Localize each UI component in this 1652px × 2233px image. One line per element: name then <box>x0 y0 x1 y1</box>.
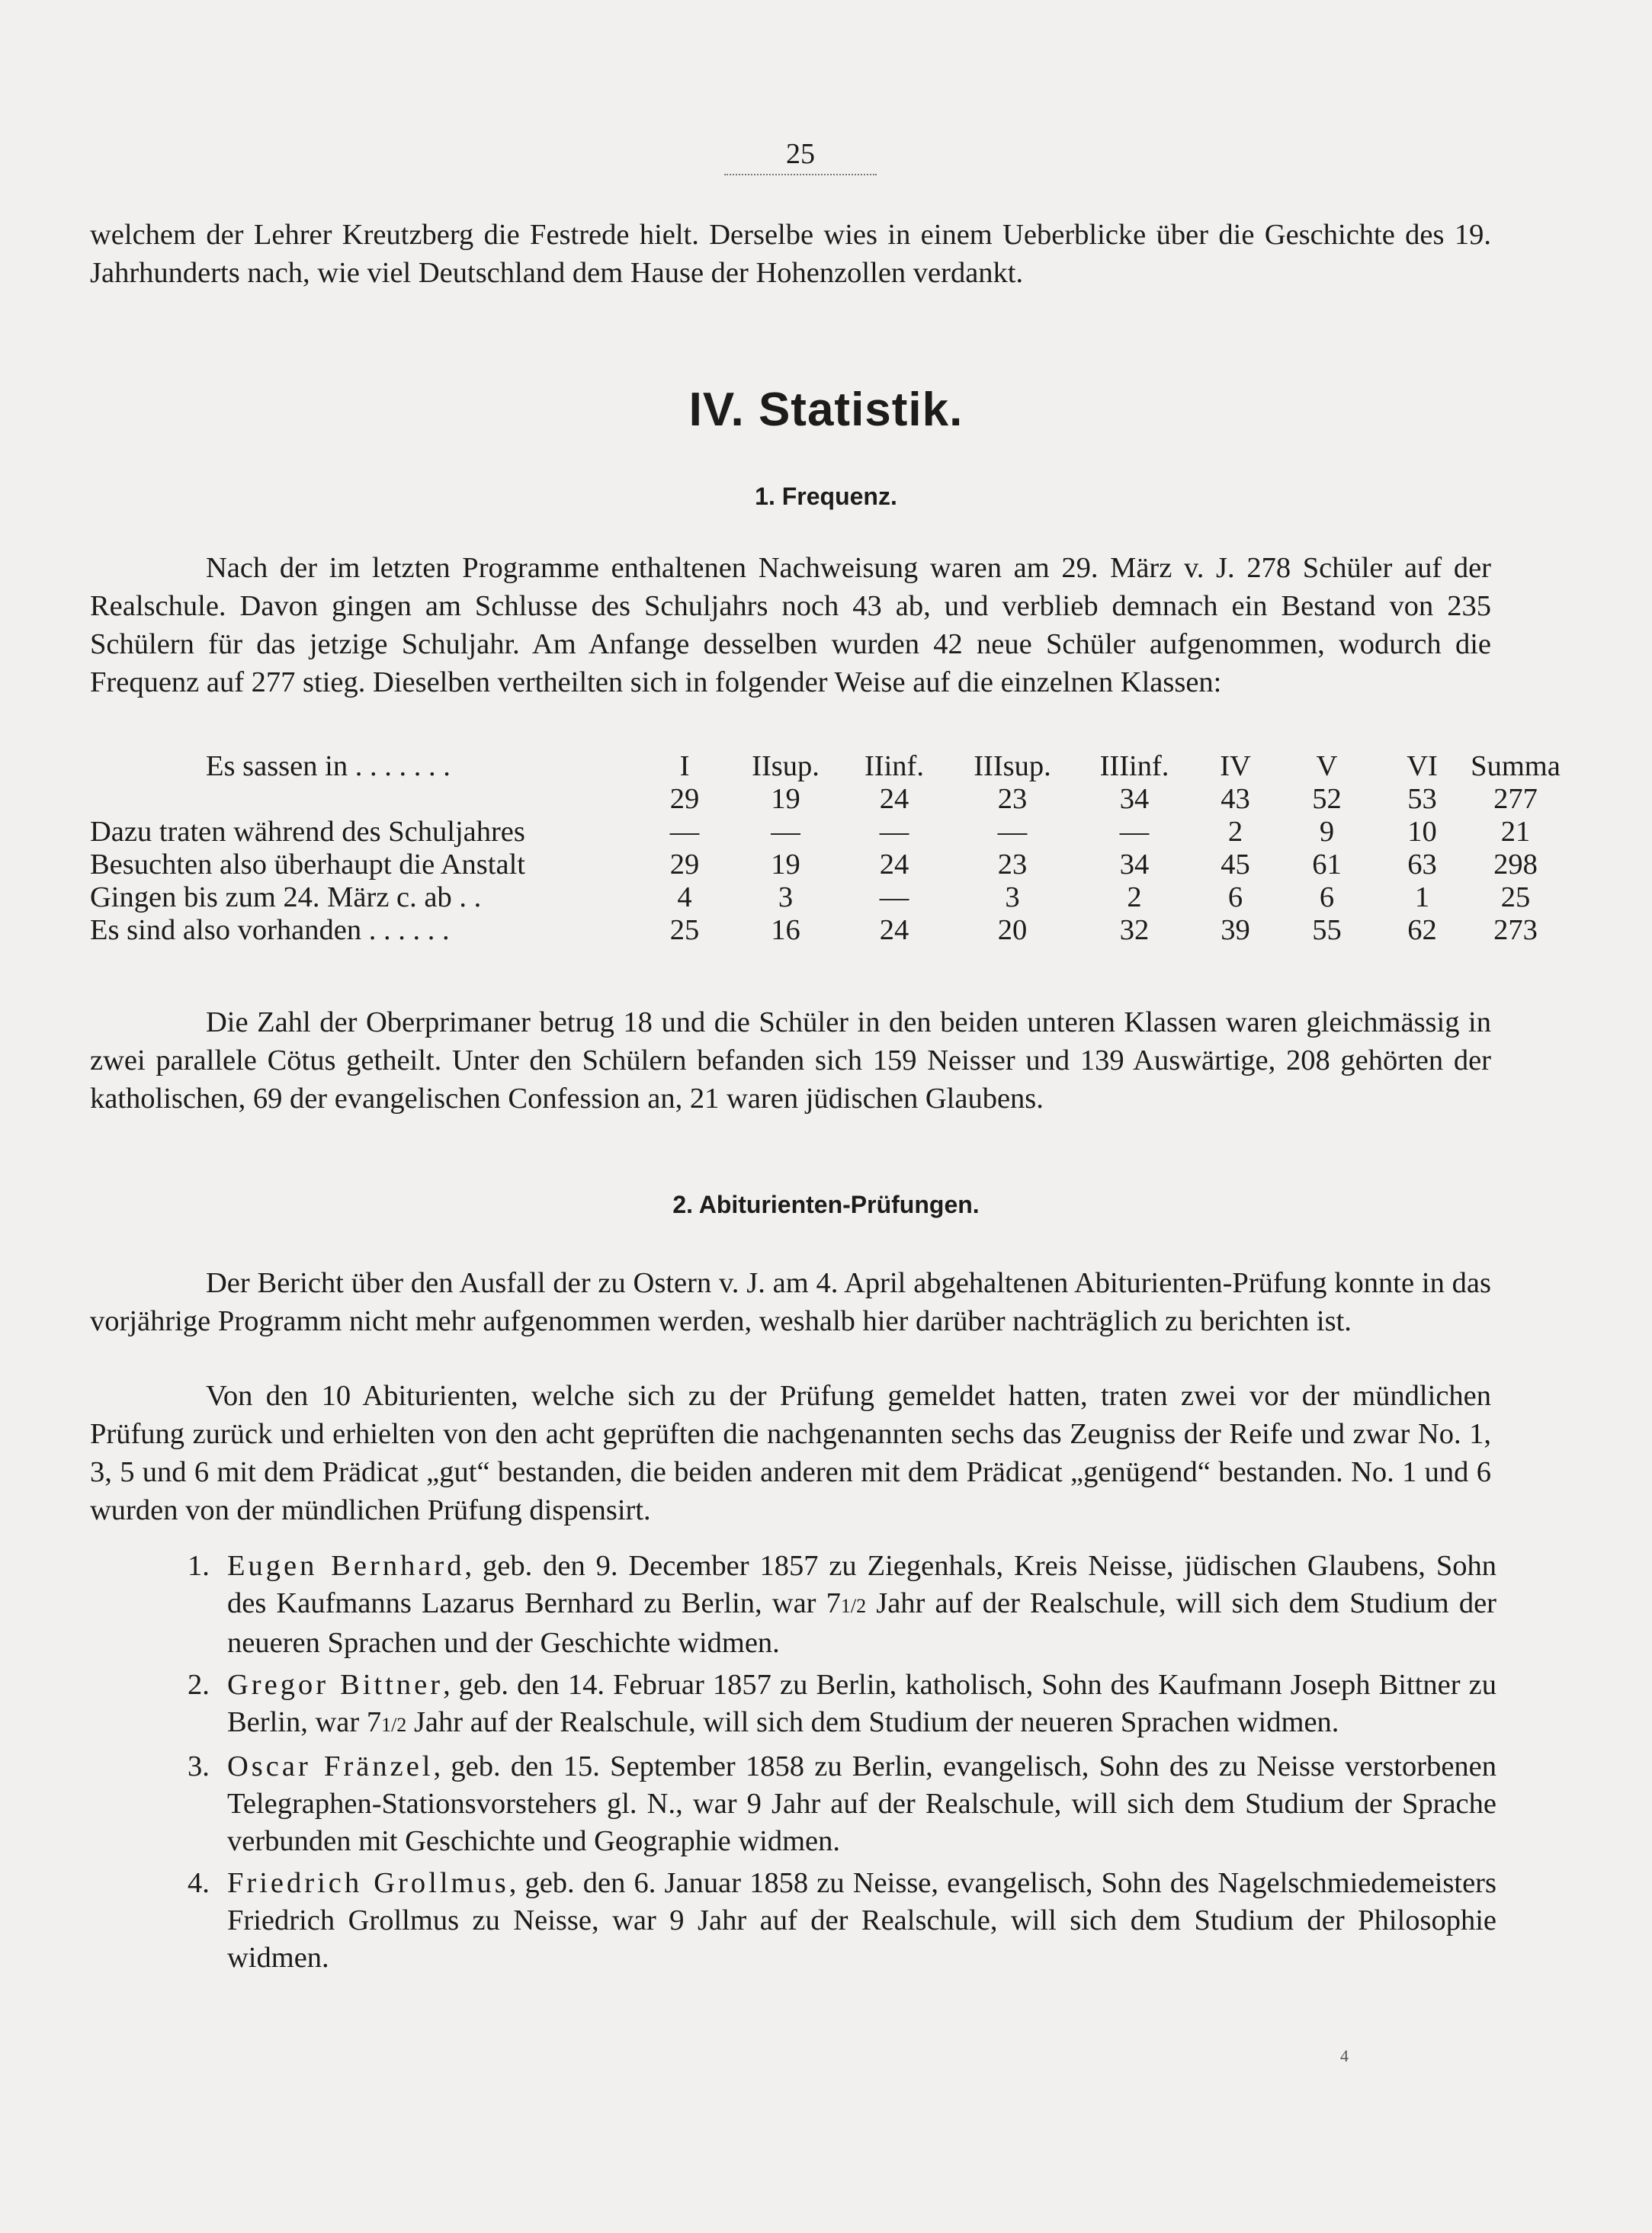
student-name: Eugen Bernhard <box>227 1550 465 1582</box>
table-cell: 19 <box>771 849 800 881</box>
table-cell: 6 <box>1227 881 1243 913</box>
column-header: IIIsup. <box>974 750 1051 782</box>
table-cell: 24 <box>879 914 909 946</box>
table-cell: — <box>879 816 909 848</box>
list-item-number: 1. <box>188 1550 210 1582</box>
table-cell: 43 <box>1221 783 1250 815</box>
frequenz-paragraph: Nach der im letzten Programme enthaltenen Nachweisung waren am 29. März v. J. 278 Schüler auf der Realschule. Davon gingen am Schlusse des Schuljahrs noch 43 ab, und verblieb demnach ein Bestand von 235 Schülern für das jetzige Schuljahr. Am Anfange desselben wurden 42 neue Schüler aufgenommen, wodurch die Frequenz auf 277 stieg. Dieselben vertheilten sich in folgender Weise auf die einzelnen Klassen: <box>90 552 1491 698</box>
column-header: IIinf. <box>864 750 925 782</box>
column-header: V <box>1316 750 1338 782</box>
student-list <box>90 1548 1496 1981</box>
table-cell: — <box>669 816 700 848</box>
column-header: IIsup. <box>752 750 820 782</box>
table-cell: 3 <box>778 881 794 913</box>
table-cell: 23 <box>997 849 1028 881</box>
frequency-table <box>90 749 1561 946</box>
student-text-continued: Jahr auf der Realschule, will sich dem Studium der neueren Sprachen und der Geschichte widmen. <box>227 1587 1496 1659</box>
table-cell: 53 <box>1407 783 1437 815</box>
table-cell: — <box>997 816 1028 848</box>
table-cell: 24 <box>879 783 909 815</box>
column-header: I <box>679 750 690 782</box>
table-cell: 62 <box>1407 914 1437 946</box>
table-row <box>90 815 1531 848</box>
table-cell: 61 <box>1312 849 1342 881</box>
subsection-frequenz-heading: 1. Frequenz. <box>755 483 897 510</box>
stray-mark: 4 <box>1340 2046 1349 2065</box>
bericht-paragraph: Der Bericht über den Ausfall der zu Ostern v. J. am 4. April abgehaltenen Abiturienten-Prüfung konnte in das vorjährige Programm nicht mehr aufgenommen werden, weshalb hier darüber nachträglich zu berichten ist. <box>90 1267 1491 1337</box>
table-cell: 2 <box>1227 816 1243 848</box>
table-cell: 63 <box>1407 849 1437 881</box>
table-row <box>90 913 1538 946</box>
subsection-abiturienten-heading: 2. Abiturienten-Prüfungen. <box>672 1191 980 1218</box>
list-item <box>90 1548 1496 1662</box>
column-header: Summa <box>1471 750 1561 782</box>
row-label: Dazu traten während des Schuljahres <box>90 816 525 848</box>
table-cell: 20 <box>997 914 1028 946</box>
abiturienten-paragraph: Von den 10 Abiturienten, welche sich zu der Prüfung gemeldet hatten, traten zwei vor der mündlichen Prüfung zurück und erhielten von den acht geprüften die nachgenannten sechs das Zeugniss der Reife und zwar No. 1, 3, 5 und 6 mit dem Prädicat „gut“ bestanden, die beiden anderen mit dem Prädicat „genügend“ bestanden. No. 1 und 6 wurden von der mündlichen Prüfung dispensirt. <box>90 1380 1491 1526</box>
fraction: 1/2 <box>840 1595 867 1617</box>
list-item-number: 3. <box>188 1750 210 1782</box>
table-cell: 10 <box>1407 816 1437 848</box>
list-item-number: 2. <box>188 1669 210 1701</box>
table-cell: 1 <box>1414 881 1430 913</box>
fraction: 1/2 <box>381 1714 407 1736</box>
table-cell: 23 <box>997 783 1028 815</box>
page-number-rule <box>724 174 877 175</box>
table-cell: 9 <box>1319 816 1335 848</box>
table-cell: 29 <box>669 783 700 815</box>
table-cell: — <box>879 881 909 913</box>
table-cell: 24 <box>879 849 909 881</box>
table-cell: 52 <box>1312 783 1342 815</box>
after-table-paragraph: Die Zahl der Oberprimaner betrug 18 und die Schüler in den beiden unteren Klassen waren gleichmässig in zwei parallele Cötus getheilt. Unter den Schülern befanden sich 159 Neisser und 139 Auswärtige, 208 gehörten der katholischen, 69 der evangelischen Confession an, 21 waren jüdischen Glaubens. <box>90 1006 1491 1115</box>
column-header: VI <box>1407 750 1438 782</box>
table-cell: 45 <box>1221 849 1250 881</box>
row-label: Gingen bis zum 24. März c. ab . . <box>90 881 482 913</box>
table-cell: 3 <box>1005 881 1020 913</box>
student-text: , geb. den 9. December 1857 zu Ziegenhals, Kreis Neisse, jüdischen Glaubens, Sohn des Kaufmanns Lazarus Bernhard zu Berlin, war 7 <box>227 1550 1496 1619</box>
student-text: , geb. den 14. Februar 1857 zu Berlin, katholisch, Sohn des Kaufmann Joseph Bittner zu Berlin, war 7 <box>227 1669 1496 1738</box>
table-cell: 2 <box>1127 881 1142 913</box>
table-row <box>90 881 1531 913</box>
list-item <box>90 1748 1496 1860</box>
list-item <box>90 1865 1496 1977</box>
student-text: , geb. den 6. Januar 1858 zu Neisse, evangelisch, Sohn des Nagelschmiedemeisters Friedrich Grollmus zu Neisse, war 9 Jahr auf der Realschule, will sich dem Studium der Philosophie widmen. <box>227 1867 1496 1974</box>
row-label: Es sind also vorhanden . . . . . . <box>90 914 450 946</box>
table-cell: 32 <box>1119 914 1150 946</box>
table-cell: 25 <box>1500 881 1531 913</box>
table-row <box>90 782 1538 815</box>
table-cell: 55 <box>1312 914 1342 946</box>
student-text-continued: Jahr auf der Realschule, will sich dem Studium der neueren Sprachen widmen. <box>406 1706 1339 1738</box>
table-cell: 25 <box>669 914 700 946</box>
table-cell: 298 <box>1493 849 1538 881</box>
table-cell: 273 <box>1493 914 1538 946</box>
student-name: Oscar Fränzel <box>227 1750 434 1782</box>
row-label: Besuchten also überhaupt die Anstalt <box>90 849 525 881</box>
table-cell: 277 <box>1493 783 1538 815</box>
intro-paragraph: welchem der Lehrer Kreutzberg die Festrede hielt. Derselbe wies in einem Ueberblicke über die Geschichte des 19. Jahrhunderts nach, wie viel Deutschland dem Hause der Hohenzollen verdankt. <box>90 219 1491 289</box>
list-item <box>90 1667 1496 1744</box>
student-name: Gregor Bittner <box>227 1669 444 1701</box>
table-cell: 6 <box>1319 881 1335 913</box>
section-heading: IV. Statistik. <box>688 383 964 436</box>
table-cell: 4 <box>677 881 692 913</box>
table-cell: 16 <box>771 914 800 946</box>
table-cell: 19 <box>771 783 800 815</box>
table-cell: — <box>1119 816 1150 848</box>
list-item-number: 4. <box>188 1867 210 1899</box>
page-number: 25 <box>786 138 815 170</box>
table-cell: 29 <box>669 849 700 881</box>
table-cell: 34 <box>1119 783 1150 815</box>
table-cell: 34 <box>1119 849 1150 881</box>
column-header: IV <box>1220 750 1251 782</box>
table-header-row <box>90 749 1561 782</box>
table-row <box>90 848 1538 881</box>
table-header-label: Es sassen in . . . . . . . <box>206 750 451 782</box>
column-header: IIIinf. <box>1099 750 1169 782</box>
student-name: Friedrich Grollmus <box>227 1867 509 1899</box>
table-cell: 21 <box>1500 816 1531 848</box>
table-cell: — <box>771 816 800 848</box>
table-cell: 39 <box>1221 914 1250 946</box>
student-text: , geb. den 15. September 1858 zu Berlin, evangelisch, Sohn des zu Neisse verstorbenen Telegraphen-Stationsvorstehers gl. N., war 9 Jahr auf der Realschule, will sich dem Studium der Sprache verbunden mit Geschichte und Geographie widmen. <box>227 1750 1496 1857</box>
